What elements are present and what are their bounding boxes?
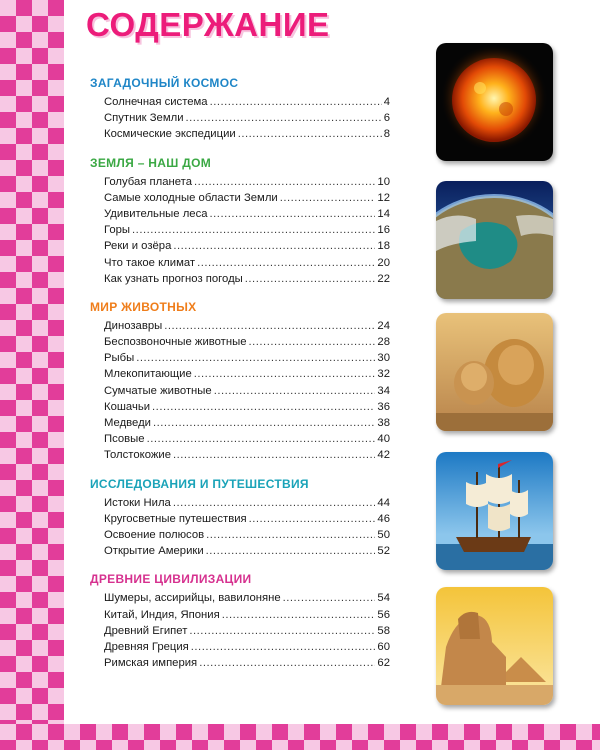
entry-label: Открытие Америки	[104, 545, 204, 558]
page-number: 14	[377, 207, 390, 220]
dot-leader	[173, 238, 375, 254]
dot-leader	[249, 334, 376, 350]
toc-entry[interactable]	[104, 206, 390, 222]
page-number: 50	[377, 528, 390, 541]
toc-entry[interactable]	[104, 110, 390, 126]
toc-entry[interactable]	[104, 655, 390, 671]
toc-entry[interactable]	[104, 350, 390, 366]
checkered-border-left	[0, 0, 64, 750]
entry-label: Древний Египет	[104, 624, 188, 637]
dot-leader	[173, 447, 375, 463]
entry-label: Беспозвоночные животные	[104, 336, 247, 349]
lions-photo	[436, 313, 553, 431]
entry-label: Толстокожие	[104, 449, 171, 462]
page-number: 30	[377, 352, 390, 365]
page-number: 32	[377, 368, 390, 381]
page-number: 4	[383, 96, 390, 108]
entry-label: Освоение полюсов	[104, 528, 205, 541]
dot-leader	[206, 543, 376, 559]
toc-entry[interactable]	[104, 383, 390, 399]
toc-entry[interactable]	[104, 543, 390, 559]
entry-label: Удивительные леса	[104, 207, 208, 220]
entry-label: Голубая планета	[104, 175, 192, 188]
toc-entry[interactable]	[104, 334, 390, 350]
dot-leader	[206, 527, 375, 543]
entry-label: Рыбы	[104, 352, 135, 365]
sun-photo	[436, 43, 553, 161]
toc-entry[interactable]	[104, 255, 390, 271]
section-title: ЗАГАДОЧНЫЙ КОСМОС	[90, 76, 239, 90]
entry-label: Млекопитающие	[104, 368, 192, 381]
page-number: 52	[377, 545, 390, 558]
dot-leader	[210, 206, 376, 222]
entry-label: Динозавры	[104, 319, 163, 332]
toc-entry[interactable]	[104, 415, 390, 431]
toc-entry[interactable]	[104, 590, 390, 606]
toc-entry[interactable]	[104, 399, 390, 415]
toc-section	[90, 156, 390, 287]
sphinx-photo	[436, 587, 553, 705]
dot-leader	[186, 110, 382, 126]
dot-leader	[153, 415, 375, 431]
dot-leader	[189, 623, 375, 639]
toc-entry[interactable]	[104, 190, 390, 206]
dot-leader	[164, 318, 375, 334]
entry-label: Псовые	[104, 433, 145, 446]
section-title: ЗЕМЛЯ – НАШ ДОМ	[90, 155, 212, 170]
dot-leader	[132, 222, 375, 238]
toc-section	[90, 300, 390, 464]
page-number: 60	[377, 640, 390, 653]
page-number: 62	[377, 657, 390, 670]
checkered-border-bottom	[0, 724, 600, 750]
section-title: МИР ЖИВОТНЫХ	[90, 299, 197, 314]
toc-entry[interactable]	[104, 238, 390, 254]
entry-label: Что такое климат	[104, 256, 196, 269]
page-number: 24	[377, 319, 390, 332]
sailing-ship-photo	[436, 452, 553, 570]
entry-label: Горы	[104, 224, 131, 237]
page-number: 38	[377, 417, 390, 429]
entry-label: Истоки Нила	[104, 496, 171, 509]
entry-label: Шумеры, ассирийцы, вавилоняне	[104, 592, 281, 605]
page-number: 6	[383, 112, 390, 125]
page-number: 8	[383, 128, 390, 141]
dot-leader	[194, 174, 375, 190]
toc-entry[interactable]	[104, 527, 390, 543]
toc-entry[interactable]	[104, 222, 390, 238]
entry-label: Реки и озёра	[104, 240, 172, 253]
section-title: ИССЛЕДОВАНИЯ И ПУТЕШЕСТВИЯ	[90, 476, 309, 491]
page-number: 28	[377, 336, 390, 349]
toc-section	[90, 477, 390, 560]
page-number: 54	[377, 592, 390, 605]
entry-label: Сумчатые животные	[104, 384, 212, 397]
dot-leader	[214, 383, 376, 399]
page-number: 18	[377, 240, 390, 253]
entry-label: Медведи	[104, 417, 151, 429]
toc-entry[interactable]	[104, 623, 390, 639]
page-number: 44	[377, 496, 390, 509]
entry-label: Кругосветные путешествия	[104, 512, 247, 525]
entry-label: Спутник Земли	[104, 112, 184, 125]
toc-entry[interactable]	[104, 318, 390, 334]
toc-entry[interactable]	[104, 447, 390, 463]
dot-leader	[152, 399, 375, 415]
toc-entry[interactable]	[104, 639, 390, 655]
dot-leader	[280, 190, 376, 206]
toc-entry[interactable]	[104, 94, 390, 110]
toc-entry[interactable]	[104, 366, 390, 382]
dot-leader	[245, 271, 376, 287]
toc-section	[90, 76, 390, 143]
entry-label: Космические экспедиции	[104, 128, 236, 141]
entry-label: Китай, Индия, Япония	[104, 608, 220, 621]
page-number: 36	[377, 400, 390, 413]
toc-entry[interactable]	[104, 607, 390, 623]
dot-leader	[238, 126, 382, 142]
page-number: 40	[377, 433, 390, 446]
page-number: 10	[377, 175, 390, 188]
toc-entry[interactable]	[104, 126, 390, 142]
page-number: 34	[377, 384, 390, 397]
toc-section	[90, 572, 390, 671]
toc-entry[interactable]	[104, 431, 390, 447]
entry-label: Кошачьи	[104, 400, 151, 413]
dot-leader	[191, 639, 376, 655]
page-number: 46	[377, 512, 390, 525]
entry-label: Самые холодные области Земли	[104, 191, 278, 204]
dot-leader	[249, 511, 376, 527]
toc-entry[interactable]	[104, 271, 390, 287]
toc-entry[interactable]	[104, 174, 390, 190]
toc-entry[interactable]	[104, 511, 390, 527]
earth-photo	[436, 181, 553, 299]
dot-leader	[210, 94, 382, 110]
page-number: 22	[377, 272, 390, 285]
dot-leader	[199, 655, 375, 671]
page-number: 58	[377, 624, 390, 637]
dot-leader	[283, 590, 376, 606]
dot-leader	[194, 366, 376, 382]
dot-leader	[222, 607, 376, 623]
dot-leader	[136, 350, 375, 366]
table-of-contents	[90, 76, 390, 684]
page-title: СОДЕРЖАНИЕ	[86, 6, 330, 43]
toc-entry[interactable]	[104, 495, 390, 511]
dot-leader	[197, 255, 375, 271]
page-number: 20	[377, 256, 390, 269]
entry-label: Древняя Греция	[104, 640, 189, 653]
page-number: 12	[377, 191, 390, 204]
entry-label: Как узнать прогноз погоды	[104, 272, 243, 285]
dot-leader	[173, 495, 376, 511]
section-title: ДРЕВНИЕ ЦИВИЛИЗАЦИИ	[90, 572, 252, 587]
entry-label: Римская империя	[104, 657, 198, 670]
page-number: 42	[377, 449, 390, 462]
page-number: 16	[377, 224, 390, 237]
dot-leader	[147, 431, 376, 447]
page-number: 56	[377, 608, 390, 621]
entry-label: Солнечная система	[104, 96, 208, 108]
